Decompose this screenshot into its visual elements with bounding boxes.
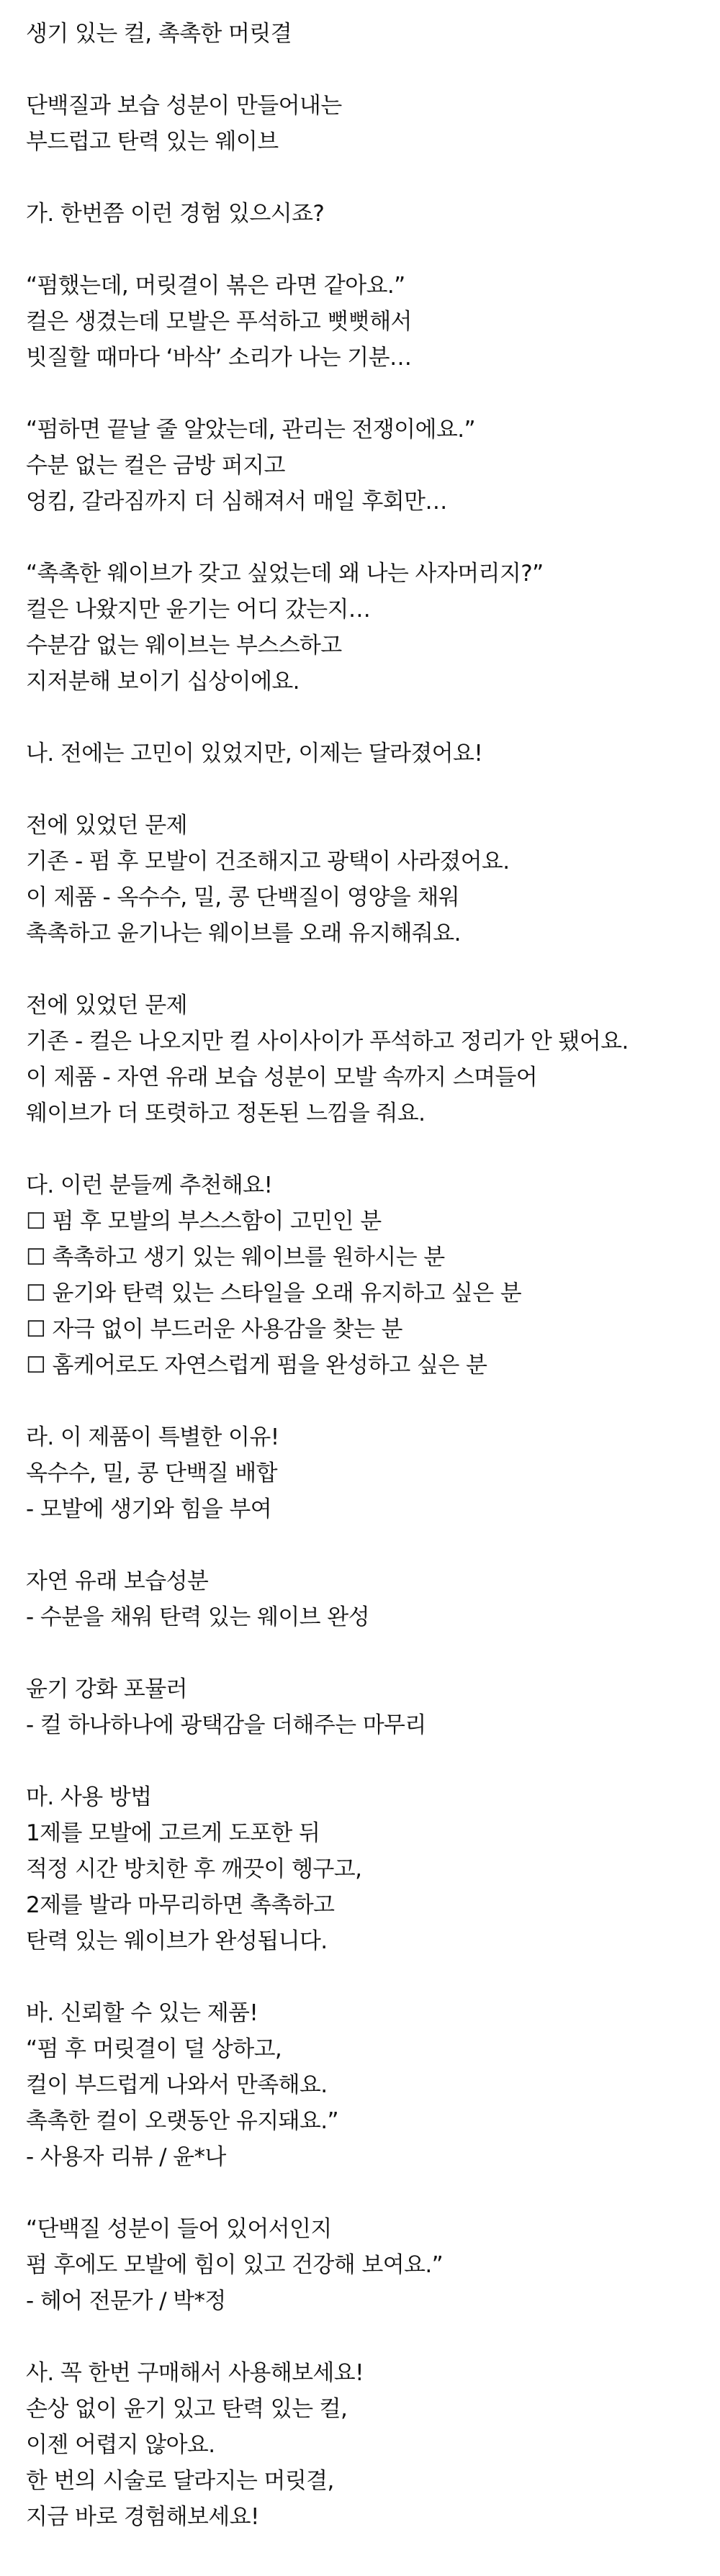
text-line: 이 제품 - 자연 유래 보습 성분이 모발 속까지 스며들어 (26, 1065, 538, 1090)
blank-line (26, 1743, 696, 1779)
text-line: 펌 후에도 모발에 힘이 있고 건강해 보여요.” (26, 2252, 444, 2278)
text-line: 가. 한번쯤 이런 경험 있으시죠? (26, 201, 325, 227)
text-line: 엉킴, 갈라짐까지 더 심해져서 매일 후회만… (26, 489, 447, 515)
text-line: - 헤어 전문가 / 박*정 (26, 2288, 226, 2314)
text-line: 윤기 강화 포뮬러 (26, 1676, 187, 1702)
text-line: ☐ 촉촉하고 생기 있는 웨이브를 원하시는 분 (26, 1244, 445, 1270)
blank-line (26, 52, 696, 88)
blank-line (26, 376, 696, 412)
text-line: 지저분해 보이기 십상이에요. (26, 669, 300, 695)
text-line: 부드럽고 탄력 있는 웨이브 (26, 129, 279, 155)
document-body (26, 16, 696, 2535)
text-line: 전에 있었던 문제 (26, 813, 187, 839)
blank-line (26, 520, 696, 556)
text-line: 다. 이런 분들께 추천해요! (26, 1172, 273, 1198)
blank-line (26, 772, 696, 808)
text-line: 수분감 없는 웨이브는 부스스하고 (26, 633, 342, 659)
text-line: 촉촉하고 윤기나는 웨이브를 오래 유지해줘요. (26, 921, 461, 946)
text-line: 탄력 있는 웨이브가 완성됩니다. (26, 1928, 328, 1954)
text-line: 빗질할 때마다 ‘바삭’ 소리가 나는 기분… (26, 345, 412, 371)
text-line: 컬은 나왔지만 윤기는 어디 갔는지… (26, 597, 371, 623)
text-line: 단백질과 보습 성분이 만들어내는 (26, 93, 342, 119)
blank-line (26, 2175, 696, 2211)
blank-line (26, 1383, 696, 1419)
text-line: 2제를 발라 마무리하면 촉촉하고 (26, 1892, 335, 1918)
blank-line (26, 1131, 696, 1167)
text-line: - 모발에 생기와 힘을 부여 (26, 1496, 272, 1522)
blank-line (26, 2319, 696, 2355)
blank-line (26, 160, 696, 196)
text-line: “단백질 성분이 들어 있어서인지 (26, 2216, 332, 2242)
text-line: 지금 바로 경험해보세요! (26, 2504, 259, 2530)
text-line: 컬은 생겼는데 모발은 푸석하고 뻣뻣해서 (26, 309, 412, 335)
text-line: 마. 사용 방법 (26, 1784, 152, 1810)
text-line: - 사용자 리뷰 / 윤*나 (26, 2144, 226, 2170)
text-line: ☐ 윤기와 탄력 있는 스타일을 오래 유지하고 싶은 분 (26, 1280, 522, 1306)
text-line: 1제를 모발에 고르게 도포한 뒤 (26, 1820, 320, 1846)
text-line: 옥수수, 밀, 콩 단백질 배합 (26, 1460, 277, 1486)
blank-line (26, 952, 696, 988)
text-line: 웨이브가 더 또렷하고 정돈된 느낌을 줘요. (26, 1101, 426, 1126)
text-line: - 수분을 채워 탄력 있는 웨이브 완성 (26, 1604, 369, 1630)
text-line: 나. 전에는 고민이 있었지만, 이제는 달라졌어요! (26, 741, 483, 767)
text-line: 생기 있는 컬, 촉촉한 머릿결 (26, 21, 292, 47)
text-line: 컬이 부드럽게 나와서 만족해요. (26, 2072, 328, 2098)
blank-line (26, 1527, 696, 1563)
text-line: 바. 신뢰할 수 있는 제품! (26, 2000, 258, 2026)
blank-line (26, 700, 696, 736)
text-line: 촉촉한 컬이 오랫동안 유지돼요.” (26, 2108, 338, 2134)
text-line: ☐ 펌 후 모발의 부스스함이 고민인 분 (26, 1208, 382, 1234)
text-line: 기존 - 컬은 나오지만 컬 사이사이가 푸석하고 정리가 안 됐어요. (26, 1029, 629, 1054)
text-line: “펌하면 끝날 줄 알았는데, 관리는 전쟁이에요.” (26, 417, 475, 443)
text-line: - 컬 하나하나에 광택감을 더해주는 마무리 (26, 1712, 426, 1738)
text-line: 라. 이 제품이 특별한 이유! (26, 1424, 279, 1450)
text-line: “펌했는데, 머릿결이 볶은 라면 같아요.” (26, 273, 405, 299)
blank-line (26, 1635, 696, 1671)
text-line: ☐ 홈케어로도 자연스럽게 펌을 완성하고 싶은 분 (26, 1352, 487, 1378)
text-line: 기존 - 펌 후 모발이 건조해지고 광택이 사라졌어요. (26, 849, 510, 875)
text-line: 한 번의 시술로 달라지는 머릿결, (26, 2468, 334, 2494)
text-line: 전에 있었던 문제 (26, 993, 187, 1018)
text-line: 자연 유래 보습성분 (26, 1568, 209, 1594)
blank-line (26, 1959, 696, 1995)
text-line: “펌 후 머릿결이 덜 상하고, (26, 2036, 282, 2062)
text-line: 수분 없는 컬은 금방 퍼지고 (26, 453, 285, 479)
blank-line (26, 232, 696, 268)
text-line: 이 제품 - 옥수수, 밀, 콩 단백질이 영양을 채워 (26, 885, 460, 910)
text-line: 이젠 어렵지 않아요. (26, 2432, 215, 2458)
text-line: ☐ 자극 없이 부드러운 사용감을 찾는 분 (26, 1316, 402, 1342)
text-line: 사. 꼭 한번 구매해서 사용해보세요! (26, 2360, 364, 2386)
text-line: 손상 없이 윤기 있고 탄력 있는 컬, (26, 2396, 348, 2422)
text-line: “촉촉한 웨이브가 갖고 싶었는데 왜 나는 사자머리지?” (26, 561, 544, 587)
text-line: 적정 시간 방치한 후 깨끗이 헹구고, (26, 1856, 362, 1882)
